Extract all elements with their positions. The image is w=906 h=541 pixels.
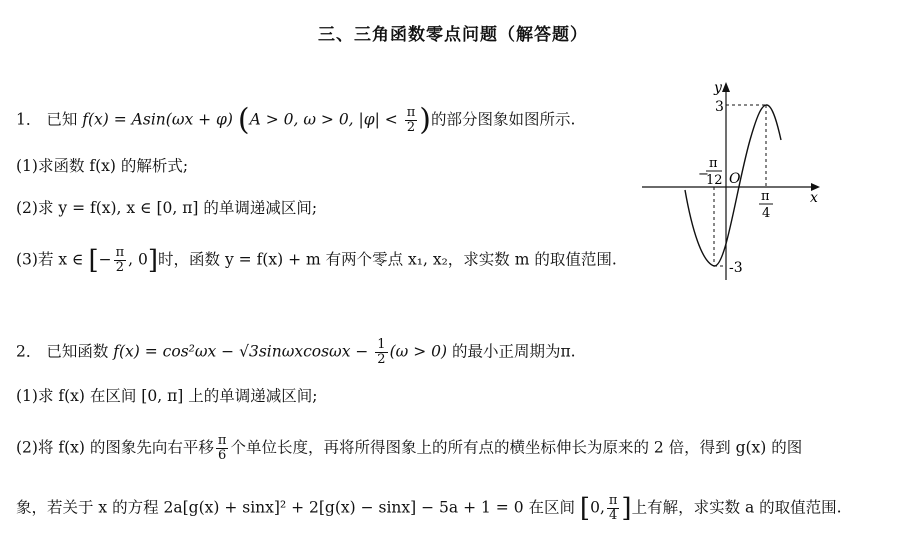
problem-1-lead: 已知	[46, 110, 78, 129]
problem-2-q2-line1	[16, 434, 802, 463]
problem-1-condition: A > 0, ω > 0, |φ| <	[249, 110, 398, 129]
problem-1-q2: (2)求 y = f(x), x ∈ [0, π] 的单调递减区间;	[16, 199, 318, 217]
q2-part-d: 上有解，求实数 a 的取值范围.	[631, 498, 842, 517]
q2-part-a: (2)将 f(x) 的图象先向右平移	[16, 438, 214, 457]
interval-right: , 0	[128, 250, 148, 269]
frac-den: 6	[218, 448, 227, 463]
frac-den: 2	[377, 352, 386, 367]
problem-2-number: 2．	[16, 342, 42, 361]
section-title: 三、三角函数零点问题（解答题）	[318, 25, 588, 45]
frac-num: π	[406, 105, 416, 120]
frac-den: 4	[609, 508, 618, 523]
sine-graph	[640, 70, 825, 285]
problem-2-q1: (1)求 f(x) 在区间 [0, π] 上的单调递减区间;	[16, 387, 318, 405]
x-label: x	[810, 190, 818, 206]
pi-over-two	[405, 106, 418, 135]
left-bracket: [	[88, 245, 99, 276]
pi-over-two-q3	[114, 246, 127, 275]
neg-pi: π	[709, 156, 718, 171]
pos-pi: π	[761, 189, 770, 204]
problem-2-statement	[16, 338, 576, 367]
problem-1-statement	[16, 102, 576, 138]
pi-over-four	[607, 494, 620, 523]
left-bracket: [	[579, 493, 591, 524]
problem-1-function: f(x) = Asin(ωx + φ)	[82, 110, 233, 129]
problem-1-number: 1．	[16, 110, 42, 129]
q2-part-b: 个单位长度，再将所得图象上的所有点的横坐标伸长为原来的 2 倍，得到 g(x) 的图	[230, 438, 803, 457]
problem-1-q3	[16, 246, 617, 275]
origin-label: O	[729, 171, 741, 187]
problem-1-tail: 的部分图象如图所示.	[430, 110, 576, 129]
problem-2-tail: 的最小正周期为π.	[451, 342, 576, 361]
q2-part-c: 象，若关于 x 的方程 2a[g(x) + sinx]² + 2[g(x) − sinx] − 5a + 1 = 0 在区间	[16, 498, 575, 517]
frac-den: 2	[406, 120, 416, 135]
interval-left: 0,	[590, 498, 605, 517]
pos-den: 4	[762, 206, 771, 221]
problem-1-q1: (1)求函数 f(x) 的解析式;	[16, 157, 189, 175]
right-paren: )	[419, 102, 431, 138]
problem-2-condition: (ω > 0)	[389, 342, 448, 361]
right-bracket: ]	[147, 245, 159, 276]
frac-num: π	[115, 245, 125, 260]
frac-den: 2	[115, 260, 125, 275]
neg-den: 12	[706, 173, 723, 188]
minus-sign: −	[98, 250, 112, 269]
right-bracket: ]	[621, 493, 632, 524]
frac-num: π	[608, 493, 618, 508]
frac-num: 1	[377, 337, 386, 352]
q3-tail: 时，函数 y = f(x) + m 有两个零点 x₁, x₂，求实数 m 的取值范围.	[158, 250, 617, 269]
y-axis-arrow	[722, 82, 730, 92]
y-label: y	[714, 80, 722, 96]
one-half	[375, 338, 387, 367]
q3-lead: (3)若 x ∈	[16, 250, 84, 269]
pi-over-six	[216, 434, 229, 463]
max-value-label: 3	[715, 99, 724, 115]
problem-2-lead: 已知函数	[46, 342, 109, 361]
problem-2-q2-line2	[16, 494, 842, 523]
neg-sign: −	[698, 167, 709, 182]
left-paren: (	[237, 102, 250, 138]
frac-num: π	[217, 433, 227, 448]
min-value-label: -3	[729, 260, 743, 276]
problem-2-function: f(x) = cos²ωx − √3sinωxcosωx −	[113, 342, 369, 361]
